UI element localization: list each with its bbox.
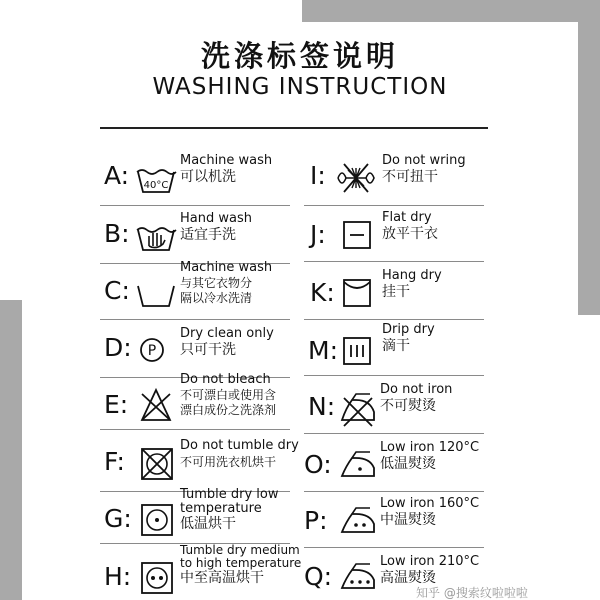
- item-letter: M:: [308, 336, 338, 365]
- watermark: 知乎 @搜索纹啦啦啦: [416, 586, 528, 600]
- item-label-en-line2: temperature: [180, 501, 262, 516]
- item-label-zh: 只可干洗: [180, 342, 236, 358]
- no-wring-icon: [334, 158, 378, 198]
- list-item-a: [100, 150, 290, 206]
- no-tumble-dry-icon: [134, 444, 178, 484]
- item-label-zh: 适宜手洗: [180, 227, 236, 243]
- no-bleach-icon: [134, 384, 178, 424]
- svg-text:P: P: [147, 343, 157, 359]
- item-letter: G:: [104, 504, 132, 533]
- list-item-n: [304, 378, 484, 434]
- item-letter: P:: [304, 506, 328, 535]
- no-iron-icon: [336, 390, 380, 430]
- item-label-zh: 低温烘干: [180, 516, 236, 532]
- list-item-m: [304, 320, 484, 376]
- decor-band-left: [0, 300, 22, 600]
- list-item-i: [304, 150, 484, 206]
- list-item-e: [100, 372, 290, 430]
- item-label-en: Do not bleach: [180, 372, 271, 387]
- item-letter: A:: [104, 161, 130, 190]
- decor-band-top: [302, 0, 600, 22]
- item-label-zh: 不可熨烫: [380, 398, 436, 414]
- item-label-en: Flat dry: [382, 210, 432, 225]
- item-label-zh: 不可用洗衣机烘干: [180, 455, 277, 469]
- item-letter: H:: [104, 562, 132, 591]
- list-item-k: [304, 262, 484, 320]
- item-label-en: Hang dry: [382, 268, 442, 283]
- iron-medium-icon: [336, 502, 380, 542]
- list-item-g: [100, 488, 290, 544]
- item-label-zh: 放平干衣: [382, 226, 438, 242]
- wash-basin-icon: [134, 272, 178, 312]
- item-letter: D:: [104, 333, 132, 362]
- list-item-j: [304, 206, 484, 262]
- item-label-en: Machine wash: [180, 153, 273, 168]
- item-label-zh: 不可漂白或使用含: [180, 388, 277, 402]
- item-label-en: Machine wash: [180, 260, 273, 275]
- iron-high-icon: [336, 558, 380, 598]
- item-label-zh: 不可扭干: [382, 169, 438, 185]
- item-label-en: Low iron 210°C: [380, 554, 480, 569]
- row-divider: [304, 433, 484, 434]
- list-item-h: [100, 543, 302, 600]
- flat-dry-icon: [336, 216, 380, 256]
- item-label-zh: 中至高温烘干: [180, 570, 264, 586]
- item-label-en: Low iron 160°C: [380, 496, 480, 511]
- machine-wash-40-icon: [134, 158, 178, 198]
- item-label-en: Low iron 120°C: [380, 440, 480, 455]
- item-letter: J:: [310, 220, 326, 249]
- item-label-zh: 可以机洗: [180, 169, 236, 185]
- item-label-en: Tumble dry low: [180, 487, 279, 502]
- item-letter: O:: [304, 450, 332, 479]
- list-item-c: [100, 260, 290, 320]
- item-label-zh-line2: 漂白成份之洗涤剂: [180, 403, 277, 417]
- item-label-zh: 高温熨烫: [380, 570, 436, 586]
- hand-wash-icon: [134, 216, 178, 256]
- row-divider: [100, 429, 290, 430]
- tumble-dry-medium-icon: [134, 558, 178, 598]
- title-chinese: 洗涤标签说明: [200, 39, 399, 73]
- item-letter: Q:: [304, 562, 333, 591]
- item-label-zh-line2: 隔以冷水洗清: [180, 291, 253, 305]
- hang-dry-icon: [336, 274, 380, 314]
- item-letter: K:: [310, 278, 335, 307]
- list-item-p: [304, 492, 484, 548]
- item-label-zh: 与其它衣物分: [180, 276, 253, 290]
- item-label-zh: 低温熨烫: [380, 456, 436, 472]
- title-english: WASHING INSTRUCTION: [152, 74, 448, 100]
- item-letter: E:: [104, 390, 129, 419]
- item-letter: B:: [104, 219, 130, 248]
- item-label-en: Do not iron: [380, 382, 453, 397]
- row-divider: [100, 319, 290, 320]
- list-item-d: [100, 322, 290, 378]
- list-item-b: [100, 208, 290, 264]
- item-letter: N:: [308, 392, 336, 421]
- item-label-en: Dry clean only: [180, 326, 274, 341]
- item-letter: F:: [104, 447, 125, 476]
- list-item-f: [100, 436, 299, 492]
- item-label-zh: 滴干: [382, 338, 410, 354]
- item-letter: C:: [104, 276, 130, 305]
- item-label-en: Do not wring: [382, 153, 466, 168]
- tumble-dry-low-icon: [134, 500, 178, 540]
- dry-clean-p-icon: [134, 330, 178, 370]
- item-label-en: Do not tumble dry: [180, 438, 299, 453]
- row-divider: [304, 375, 484, 376]
- item-letter: I:: [310, 161, 326, 190]
- item-label-en: Hand wash: [180, 211, 252, 226]
- item-label-zh: 挂干: [382, 284, 410, 300]
- iron-low-icon: [336, 446, 380, 486]
- item-label-zh: 中温熨烫: [380, 512, 436, 528]
- svg-text:40°C: 40°C: [143, 180, 169, 191]
- item-label-en: Drip dry: [382, 322, 435, 337]
- title-divider: [100, 127, 488, 129]
- item-label-en-line2: to high temperature: [180, 556, 302, 570]
- drip-dry-icon: [336, 332, 380, 372]
- row-divider: [100, 205, 290, 206]
- list-item-o: [304, 436, 484, 492]
- item-label-en: Tumble dry medium: [180, 543, 300, 557]
